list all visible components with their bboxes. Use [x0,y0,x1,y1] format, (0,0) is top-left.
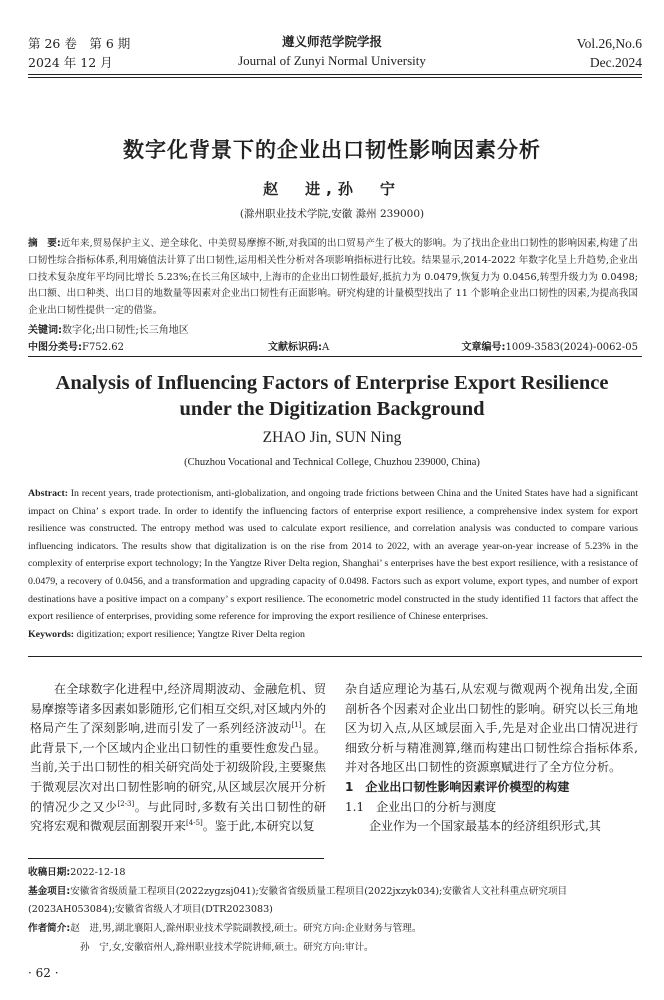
header-date: 2024 年 12 月 [28,55,113,70]
header-journal [0,32,664,70]
authors-zh: 赵 进,孙 宁 [263,180,401,198]
doc-code [268,338,329,353]
received-label: 收稿日期: [28,867,71,878]
body-text: 。鉴于此,本研究以复 [202,819,315,834]
body-column-right [345,680,638,837]
affiliation-en: (Chuzhou Vocational and Technical College, Chuzhou 239000, China) [184,457,480,468]
title-en-line2: under the Digitization Background [179,398,485,420]
author-2: 孙 宁,女,安徽宿州人,滁州职业技术学院讲师,硕士。研究方向:审计。 [80,941,374,953]
divider-en [28,656,642,657]
citation: [4-5] [186,819,203,828]
header-rule-bottom [28,77,642,78]
abstract-en-label: Abstract: [28,488,69,499]
citation: [1] [291,721,302,730]
author-info-2 [28,939,638,958]
fund-label: 基金项目: [28,885,71,897]
authors-en: ZHAO Jin, SUN Ning [262,429,402,446]
subsection-heading: 1.1 企业出口的分析与测度 [345,799,497,814]
body-text: 。在此背景下,一个区域内企业出口韧性的重要性愈发凸显。当前,关于出口韧性的相关研究尚处于初级阶段,主要聚焦于微观层次对出口韧性影响的研究,从区域层次展开分析的情况少之又少 [30,721,326,814]
keywords-en [28,629,305,640]
header-month-en: Dec.2024 [589,55,642,70]
divider-zh [28,356,642,357]
clc-value: F752.62 [82,342,124,353]
header-rule-top [28,74,642,75]
page-number: · 62 · [28,966,59,980]
abstract-zh-label: 摘 要: [28,238,61,249]
footnote-rule [28,858,324,859]
abstract-en [28,485,638,626]
author-info [28,920,638,939]
article-number [462,338,638,353]
clc-label: 中图分类号: [28,342,82,353]
fund-info [28,883,638,920]
body-text: 在全球数字化进程中,经济周期波动、金融危机、贸易摩擦等诸多因素如影随形,它们相互交织,对区域内外的格局产生了深刻影响,进而引发了一系列经济波动 [30,682,326,736]
body-text: 。与此同时,多数有关出口韧性的研究将宏观和微观层面割裂开来 [30,799,326,834]
keywords-zh-text: 数字化;出口韧性;长三角地区 [62,325,189,336]
affiliation-zh: (滁州职业技术学院,安徽 滁州 239000) [239,208,425,220]
clc-number [28,338,124,353]
title-en [0,370,664,422]
received-date [28,864,638,883]
abstract-en-text: In recent years, trade protectionism, anti-globalization, and ongoing trade frictions between China and the United States have had a significant impact on China’ s export trade. In order to identify the influencing factors of enterprise export resilience, a comprehensive index system for export resilience was constructed. The entropy method was used to calculate export resilience, and correlation analysis was conducted to compare various influencing indicators. The results show that digitalization is on the rise from 2014 to 2022, with an average year-on-year increase of 5.23% in the complexity of enterprise export technology; In the Yangtze River Delta region, Shanghai’ s enterprises have the best export resilience, with a resistance of 0.0479, a recovery of 0.0456, and a transformation and upgrading capacity of 0.0498. Factors such as export volume, export types, and number of export destinations have a positive impact on a company’ s export resilience. The econometric model constructed in the study identified 11 factors that affect the export resilience of enterprises, providing some reference for improving the export resilience of Chinese enterprises. [28,488,638,623]
abstract-zh [28,236,638,320]
doc-value: A [322,342,330,353]
abstract-zh-text: 近年来,贸易保护主义、逆全球化、中美贸易摩擦不断,对我国的出口贸易产生了极大的影响。为了找出企业出口韧性的影响因素,构建了出口韧性综合指标体系,利用熵值法计算了出口韧性,运用相关性分析对各项影响指标进行比较。结果显示,2014-2022 年数字化呈上升趋势,企业出口技术复杂度年平均同比增长 5.23%;在长三角区域中,上海市的企业出口韧性最好,抵抗力为 0.0479,恢复力为 0.0456,转型升级力为 0.0498;出口额、出口种类、出口目的地数量等因素对企业出口韧性有正面影响。研究构建的计量模型找出了 11 个影响企业出口韧性的因素,为提高我国企业出口韧性提供一定的借鉴。 [28,238,638,317]
header-volume-en [577,34,642,72]
header-volume: 第 26 卷 第 6 期 [28,36,131,51]
body-paragraph [30,680,326,837]
footnotes [28,864,638,958]
author-1: 赵 进,男,湖北襄阳人,滁州职业技术学院副教授,硕士。研究方向:企业财务与管理。 [70,923,422,935]
body-column-left [30,680,326,837]
body-paragraph: 企业作为一个国家最基本的经济组织形式,其 [369,819,601,834]
journal-name-en: Journal of Zunyi Normal University [238,53,426,68]
keywords-en-label: Keywords: [28,629,75,640]
keywords-en-text: digitization; export resilience; Yangtze River Delta region [74,629,305,640]
journal-name-zh: 遵义师范学院学报 [281,34,382,49]
fund-value: 安徽省省级质量工程项目(2022zygzsj041);安徽省省级质量工程项目(2022jxzyk034);安徽省人文社科重点研究项目(2023AH053084);安徽省省级人才项目(DTR2023083) [28,885,568,916]
article-label: 文章编号: [461,342,506,353]
header-vol-no: Vol.26,No.6 [576,36,642,51]
keywords-zh [28,321,189,336]
title-zh: 数字化背景下的企业出口韧性影响因素分析 [123,138,541,162]
article-value: 1009-3583(2024)-0062-05 [505,342,638,353]
keywords-zh-label: 关键词: [28,325,62,336]
received-value: 2022-12-18 [70,867,126,878]
citation: [2-3] [117,799,135,808]
author-label: 作者简介: [28,923,71,935]
title-en-line1: Analysis of Influencing Factors of Enterprise Export Resilience [55,372,609,394]
section-heading: 1 企业出口韧性影响因素评价模型的构建 [345,779,570,794]
body-paragraph: 杂自适应理论为基石,从宏观与微观两个视角出发,全面剖析各个因素对企业出口韧性的影响。研究以长三角地区为切入点,从区域层面入手,先是对企业出口情况进行细致分析与精准测算,继而构建出口韧性综合指标体系,并对各地区出口韧性的资源禀赋进行了全方位分析。 [345,682,638,775]
doc-label: 文献标识码: [268,342,322,353]
